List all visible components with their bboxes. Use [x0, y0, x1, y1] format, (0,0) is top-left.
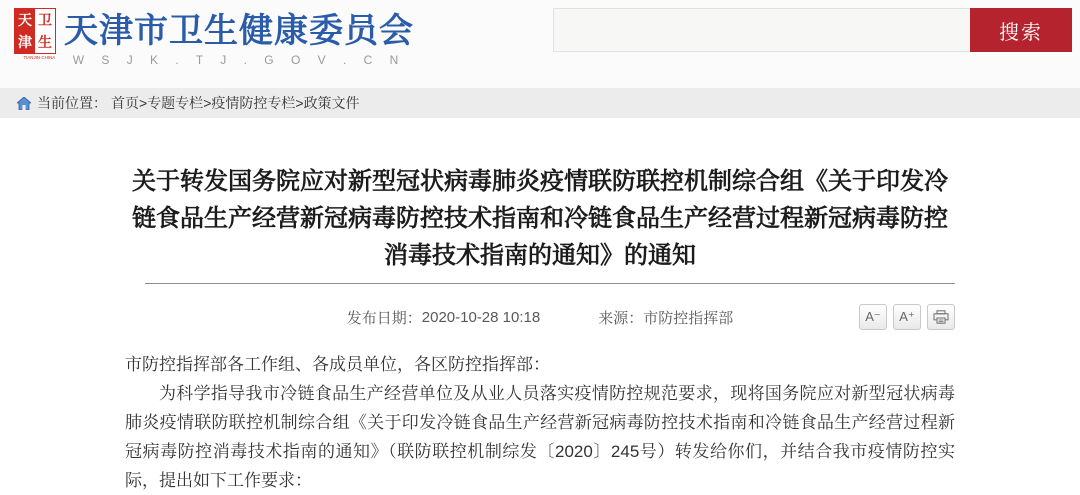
breadcrumb-separator: > [295, 95, 304, 111]
paragraph-salutation: 市防控指挥部各工作组、各成员单位，各区防控指挥部： [125, 355, 550, 374]
seal-char: 天 [15, 9, 35, 31]
seal-grid [14, 8, 56, 54]
publish-date: 2020-10-28 10:18 [421, 308, 541, 326]
paragraph-main: 为科学指导我市冷链食品生产经营单位及从业人员落实疫情防控规范要求，现将国务院应对新型冠状病毒肺炎疫情联防联控机制综合组《关于印发冷链食品生产经营新冠病毒防控技术指南和冷链食品生产经营过程新冠病毒防控消毒技术指南的通知》（联防联控机制综发〔2020〕245号）转发给你们，并结合我市疫情防控实际，提出如下工作要求： [125, 384, 955, 490]
breadcrumb-label: 当前位置： [37, 95, 107, 111]
site-name: 天津市卫生健康委员会 [64, 12, 414, 50]
article [125, 163, 955, 495]
breadcrumb-item-home[interactable]: 首页 [111, 95, 139, 111]
search-bar [553, 8, 1072, 52]
home-icon [17, 97, 31, 110]
breadcrumb-separator: > [203, 95, 212, 111]
site-header [0, 0, 1080, 88]
article-title: 关于转发国务院应对新型冠状病毒肺炎疫情联防联控机制综合组《关于印发冷链食品生产经营新冠病毒防控技术指南和冷链食品生产经营过程新冠病毒防控消毒技术指南的通知》的通知 [132, 168, 948, 269]
breadcrumb-item-policy-documents[interactable]: 政策文件 [303, 95, 360, 111]
source: 市防控指挥部 [643, 309, 734, 327]
article-meta [125, 284, 955, 350]
search-button[interactable]: 搜索 [970, 8, 1072, 52]
breadcrumb-item-epidemic-column[interactable]: 疫情防控专栏 [211, 95, 296, 111]
seal-char: 津 [15, 31, 35, 53]
breadcrumb-item-special-columns[interactable]: 专题专栏 [147, 95, 204, 111]
print-button[interactable] [927, 304, 955, 330]
breadcrumb-separator: > [139, 95, 148, 111]
seal-char: 卫 [38, 12, 52, 28]
seal-caption: TIANJIN·CHINA [23, 55, 56, 60]
source-label: 来源： [598, 309, 644, 327]
brand-text [64, 8, 414, 67]
seal-char: 生 [38, 34, 52, 50]
tianjin-seal-logo [14, 8, 56, 64]
search-input[interactable] [553, 8, 970, 52]
site-brand-link[interactable] [14, 8, 414, 67]
printer-icon [933, 310, 949, 324]
site-domain: W S J K . T J . G O V . C N [72, 53, 406, 67]
article-body [125, 350, 955, 495]
article-tools [859, 304, 955, 330]
publish-date-label: 发布日期： [346, 309, 422, 327]
breadcrumb [0, 88, 1080, 118]
font-decrease-button[interactable]: A⁻ [859, 304, 887, 330]
font-increase-button[interactable]: A⁺ [893, 304, 921, 330]
